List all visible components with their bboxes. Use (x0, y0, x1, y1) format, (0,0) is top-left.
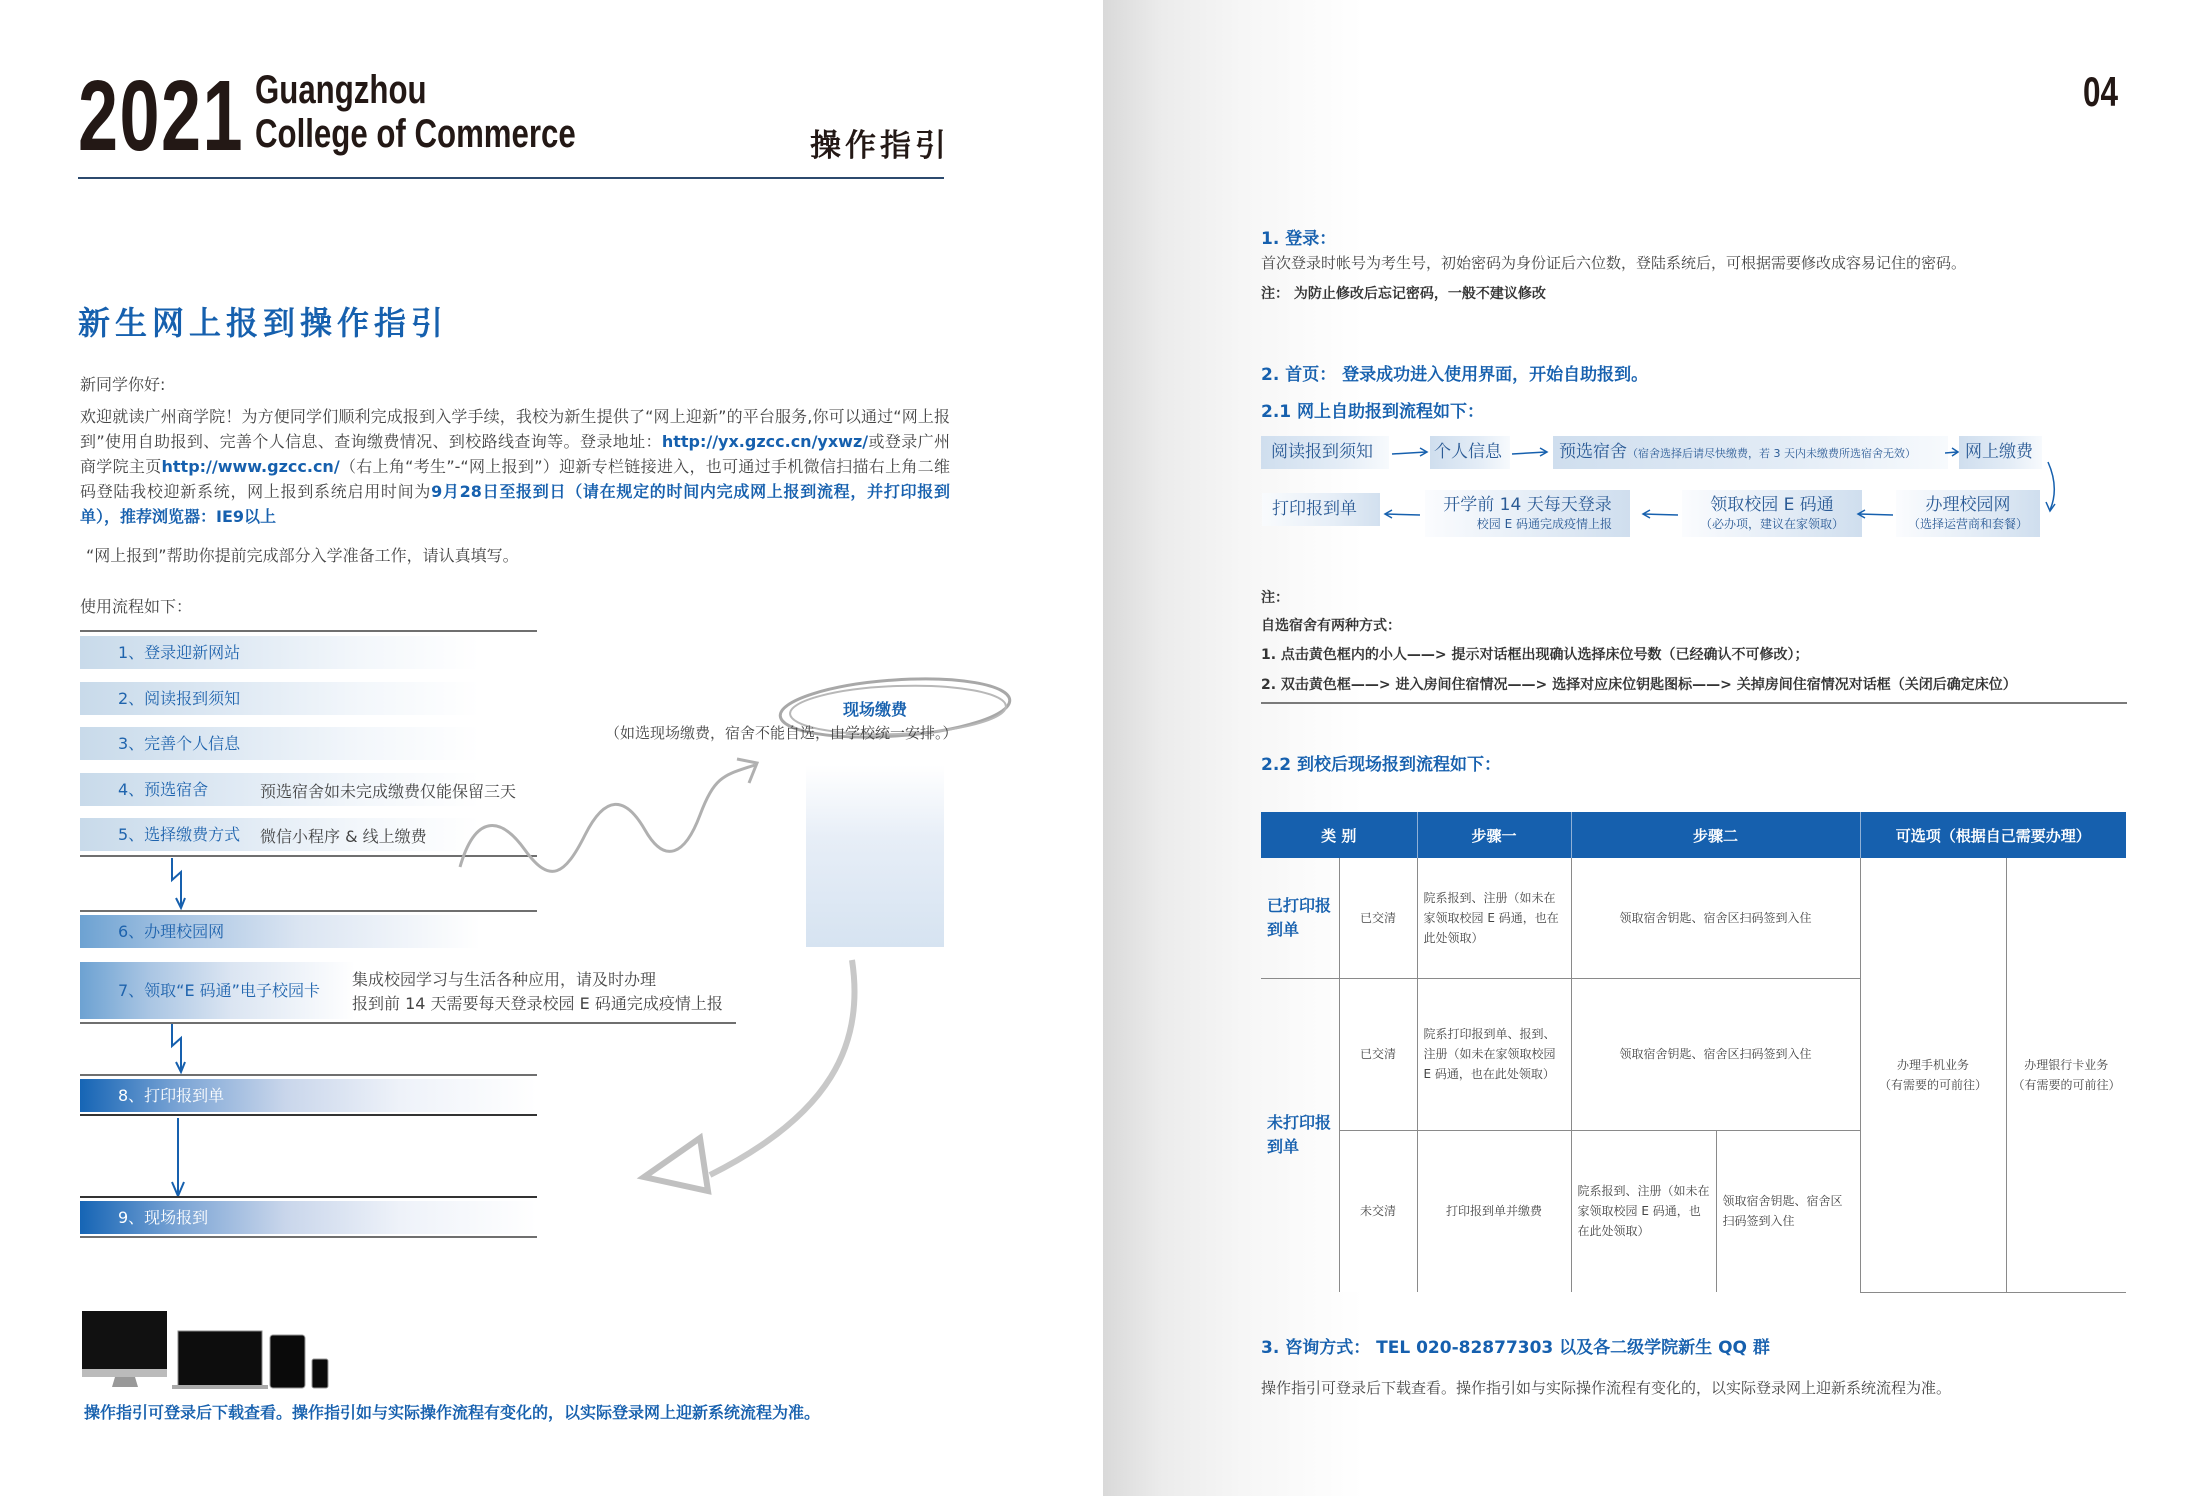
flow-label: 使用流程如下： (80, 597, 193, 616)
step-9-bar (80, 1201, 537, 1234)
flow-label: 个人信息 (1434, 442, 1502, 462)
payment-status: 已交清 (1339, 978, 1417, 1130)
onsite-payment-title: 现场缴费 (843, 700, 908, 719)
flow-label: 阅读报到须知 (1271, 442, 1373, 462)
flow-label: 领取校园 E 码通 (1710, 495, 1834, 515)
flow-read-notice (1261, 436, 1389, 469)
optional-phone (1860, 858, 2006, 1292)
onsite-registration-table (1261, 812, 2126, 1293)
flow-sublabel: 校园 E 码通完成疫情上报 (1476, 517, 1612, 531)
section-onsite-flow-title: 2.2 到校后现场报到流程如下： (1261, 755, 1502, 775)
step-3-bar (80, 727, 480, 760)
step-1-bar (80, 636, 480, 669)
intro-paragraph (80, 404, 950, 529)
step-label: 6、办理校园网 (118, 922, 225, 941)
step-label: 4、预选宿舍 (118, 780, 209, 799)
onsite-payment-note: （如选现场缴费，宿舍不能自选，由学校统一安排。） (605, 724, 958, 742)
divider (80, 630, 537, 632)
step-7-note-line2: 报到前 14 天需要每天登录校园 E 码通完成疫情上报 (352, 994, 723, 1013)
greeting: 新同学你好: (80, 375, 166, 394)
flow-sublabel: （选择运营商和套餐） (1907, 517, 2028, 531)
flow-label: 开学前 14 天每天登录 (1443, 495, 1612, 515)
step2-cell: 领取宿舍钥匙、宿舍区扫码签到入住 (1571, 858, 1860, 978)
intro-highlight: 9月28日至报到日（请在规定的时间内完成网上报到流程，并打印报到单），推荐浏览器：IE9以上 (80, 482, 950, 526)
payment-status: 未交清 (1339, 1130, 1417, 1292)
intro-text-3: （右上角“考生”-“网上报到”）迎新专栏链接进入，也可通过手机微信扫描右上角二维码登陆我校迎新系统，网上报到系统启用时间为 (80, 457, 950, 501)
divider (80, 1114, 537, 1116)
flow-label: 预选宿舍 (1559, 442, 1627, 462)
college-line2: College of Commerce (255, 112, 576, 156)
section-login-title: 1. 登录： (1261, 229, 1337, 249)
flow-label: 网上缴费 (1965, 442, 2033, 462)
flow-print-form (1262, 493, 1380, 526)
step2b-cell: 领取宿舍钥匙、宿舍区扫码签到入住 (1716, 1130, 1860, 1292)
optional-line2: （有需要的可前往） (1878, 1077, 1987, 1092)
notes-line2: 1. 点击黄色框内的小人——> 提示对话框出现确认选择床位号数（已经确认不可修改）； (1261, 647, 1809, 663)
page-number: 04 (2083, 68, 2119, 115)
intro-text-2: 或登录广州商学院主页 (80, 432, 950, 476)
arrow-curve-down-icon (2042, 460, 2064, 514)
table-row (1261, 858, 2126, 978)
down-arrow-icon (162, 858, 192, 910)
flow-campus-network (1896, 490, 2040, 537)
header-college-name (255, 68, 576, 156)
page-title: 新生网上报到操作指引 (78, 304, 449, 342)
divider (1261, 702, 2127, 704)
divider (80, 1236, 537, 1238)
link-www-gzcc[interactable]: http://www.gzcc.cn/ (161, 457, 340, 476)
step-label: 8、打印报到单 (118, 1086, 225, 1105)
step1-cell: 打印报到单并缴费 (1417, 1130, 1571, 1292)
link-yx-gzcc[interactable]: http://yx.gzcc.cn/yxwz/ (661, 432, 869, 451)
flow-preselect-dorm (1553, 436, 1948, 469)
arrow-left-icon (1855, 508, 1895, 522)
step-4-note: 预选宿舍如未完成缴费仅能保留三天 (260, 782, 517, 801)
payment-status: 已交清 (1339, 858, 1417, 978)
section-login-note: 注： 为防止修改后忘记密码，一般不建议修改 (1261, 286, 1546, 302)
step-label: 9、现场报到 (118, 1208, 209, 1227)
divider (80, 1196, 537, 1198)
category-printed: 已打印报到单 (1261, 858, 1339, 978)
flow-label: 办理校园网 (1925, 495, 2011, 515)
notes-line1: 自选宿舍有两种方式： (1261, 618, 1401, 634)
step-label: 1、登录迎新网站 (118, 643, 241, 662)
arrow-right-icon (1945, 446, 1959, 460)
arrow-right-icon (1510, 446, 1550, 460)
flow-sublabel: （必办项，建议在家领取） (1699, 517, 1844, 531)
arrow-right-icon (1390, 446, 1430, 460)
step-label: 7、领取“E 码通”电子校园卡 (118, 981, 320, 1000)
step-label: 3、完善个人信息 (118, 734, 241, 753)
step2a-cell: 院系报到、注册（如未在家领取校园 E 码通，也在此处领取） (1571, 1130, 1716, 1292)
curved-arrow-icon (630, 955, 880, 1195)
wavy-arrow-icon (455, 755, 765, 875)
header-step1: 步骤一 (1417, 812, 1571, 858)
arrow-left-icon (1640, 508, 1680, 522)
flow-sublabel: （宿舍选择后请尽快缴费，若 3 天内未缴费所选宿舍无效） (1627, 447, 1916, 460)
header-year: 2021 (78, 60, 244, 172)
step-2-bar (80, 682, 480, 715)
step-7-bar (80, 962, 355, 1019)
notes-line3: 2. 双击黄色框——> 进入房间住宿情况——> 选择对应床位钥匙图标——> 关掉房间住宿情况对话框（关闭后确定床位） (1261, 677, 2017, 693)
flow-online-payment (1959, 436, 2042, 469)
optional-line1: 办理银行卡业务 (2024, 1057, 2109, 1072)
flow-label: 打印报到单 (1272, 499, 1357, 519)
step1-cell: 院系打印报到单、报到、注册（如未在家领取校园 E 码通，也在此处领取） (1417, 978, 1571, 1130)
step-5-note: 微信小程序 & 线上缴费 (260, 827, 427, 846)
step-6-bar (80, 915, 480, 948)
divider (80, 1074, 537, 1076)
contact-info: 3. 咨询方式： TEL 020-82877303 以及各二级学院新生 QQ 群 (1261, 1338, 1770, 1358)
onsite-payment-box (806, 765, 944, 947)
header-category: 类 别 (1261, 812, 1417, 858)
section-login-text: 首次登录时帐号为考生号，初始密码为身份证后六位数，登陆系统后，可根据需要修改成容易记住的密码。 (1261, 254, 1967, 272)
step-label: 2、阅读报到须知 (118, 689, 241, 708)
flow-personal-info (1430, 436, 1510, 469)
header-optional: 可选项（根据自己需要办理） (1860, 812, 2126, 858)
optional-bank (2006, 858, 2126, 1292)
arrow-left-icon (1382, 508, 1422, 522)
footer-note: 操作指引可登录后下载查看。操作指引如与实际操作流程有变化的，以实际登录网上迎新系统流程为准。 (84, 1403, 821, 1422)
intro-text-1: 欢迎就读广州商学院！为方便同学们顺利完成报到入学手续，我校为新生提供了“网上迎新”的平台服务,你可以通过“网上报到”使用自助报到、完善个人信息、查询缴费情况、到校路线查询等。登录地址： (80, 407, 950, 451)
header-step2: 步骤二 (1571, 812, 1860, 858)
devices-icon (80, 1305, 345, 1390)
optional-line2: （有需要的可前往） (2012, 1077, 2121, 1092)
section-online-flow-title: 2.1 网上自助报到流程如下： (1261, 402, 1485, 422)
step-8-bar (80, 1079, 537, 1112)
divider (80, 910, 537, 912)
step-7-note-line1: 集成校园学习与生活各种应用，请及时办理 (352, 970, 657, 989)
section-tag: 操作指引 (810, 128, 950, 164)
college-line1: Guangzhou (255, 68, 427, 112)
flow-daily-login (1425, 490, 1630, 537)
header-divider (78, 177, 944, 179)
step1-cell: 院系报到、注册（如未在家领取校园 E 码通，也在此处领取） (1417, 858, 1571, 978)
notes-head: 注： (1261, 590, 1289, 606)
intro-note: “网上报到”帮助你提前完成部分入学准备工作，请认真填写。 (86, 546, 519, 565)
down-arrow-icon (162, 1024, 192, 1074)
category-unprinted: 未打印报到单 (1261, 978, 1339, 1292)
optional-line1: 办理手机业务 (1896, 1057, 1969, 1072)
flow-e-code (1682, 490, 1862, 537)
down-arrow-icon (168, 1118, 188, 1198)
step-label: 5、选择缴费方式 (118, 825, 241, 844)
footer-note-right: 操作指引可登录后下载查看。操作指引如与实际操作流程有变化的，以实际登录网上迎新系统流程为准。 (1261, 1379, 1952, 1397)
section-home-title: 2. 首页： 登录成功进入使用界面，开始自助报到。 (1261, 365, 1649, 385)
step2-cell: 领取宿舍钥匙、宿舍区扫码签到入住 (1571, 978, 1860, 1130)
